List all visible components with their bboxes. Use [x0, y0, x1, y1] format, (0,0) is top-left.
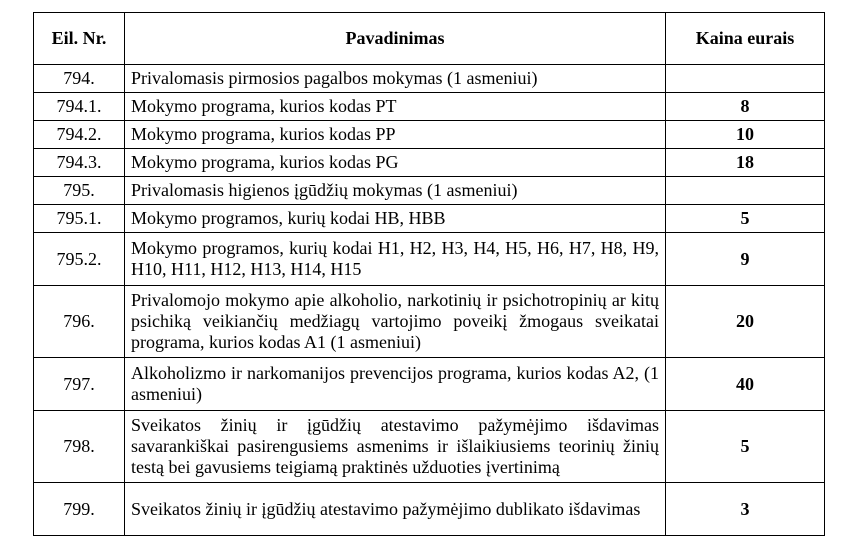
table-row [34, 411, 825, 483]
row-number: 795. [34, 177, 125, 205]
row-title: Privalomasis pirmosios pagalbos mokymas (1 asmeniui) [125, 65, 666, 93]
row-price: 10 [666, 121, 825, 149]
row-price: 8 [666, 93, 825, 121]
table-row [34, 65, 825, 93]
table-header-row [34, 13, 825, 65]
row-number: 796. [34, 286, 125, 358]
row-price [666, 177, 825, 205]
row-title: Mokymo programos, kurių kodai H1, H2, H3, H4, H5, H6, H7, H8, H9, H10, H11, H12, H13, H14, H15 [125, 233, 666, 286]
header-price: Kaina eurais [666, 13, 825, 65]
row-title: Sveikatos žinių ir įgūdžių atestavimo pažymėjimo išdavimas savarankiškai pasirengusiems asmenims ir išlaikiusiems teorinių žinių testą bei gavusiems teigiamą praktinės užduoties įvertinimą [125, 411, 666, 483]
row-number: 794. [34, 65, 125, 93]
row-price: 18 [666, 149, 825, 177]
row-title: Mokymo programa, kurios kodas PT [125, 93, 666, 121]
row-number: 794.2. [34, 121, 125, 149]
row-price: 20 [666, 286, 825, 358]
table-row [34, 483, 825, 536]
row-title: Mokymo programa, kurios kodas PP [125, 121, 666, 149]
header-nr: Eil. Nr. [34, 13, 125, 65]
table-row [34, 358, 825, 411]
row-title: Privalomasis higienos įgūdžių mokymas (1 asmeniui) [125, 177, 666, 205]
price-table [33, 12, 825, 536]
row-price: 5 [666, 411, 825, 483]
row-title: Mokymo programa, kurios kodas PG [125, 149, 666, 177]
row-title: Sveikatos žinių ir įgūdžių atestavimo pažymėjimo dublikato išdavimas [125, 483, 666, 536]
table-row [34, 177, 825, 205]
row-title: Privalomojo mokymo apie alkoholio, narkotinių ir psichotropinių ar kitų psichiką veikiančių medžiagų vartojimo poveikį žmogaus sveikatai programa, kurios kodas A1 (1 asmeniui) [125, 286, 666, 358]
table-row [34, 121, 825, 149]
row-price: 9 [666, 233, 825, 286]
row-number: 794.1. [34, 93, 125, 121]
row-number: 799. [34, 483, 125, 536]
header-name: Pavadinimas [125, 13, 666, 65]
row-number: 795.1. [34, 205, 125, 233]
table-row [34, 286, 825, 358]
table-row [34, 149, 825, 177]
row-number: 798. [34, 411, 125, 483]
row-price [666, 65, 825, 93]
row-number: 797. [34, 358, 125, 411]
table-row [34, 93, 825, 121]
row-title: Mokymo programos, kurių kodai HB, HBB [125, 205, 666, 233]
table-row [34, 205, 825, 233]
row-title: Alkoholizmo ir narkomanijos prevencijos programa, kurios kodas A2, (1 asmeniui) [125, 358, 666, 411]
row-price: 5 [666, 205, 825, 233]
table-row [34, 233, 825, 286]
row-number: 795.2. [34, 233, 125, 286]
row-number: 794.3. [34, 149, 125, 177]
row-price: 40 [666, 358, 825, 411]
row-price: 3 [666, 483, 825, 536]
